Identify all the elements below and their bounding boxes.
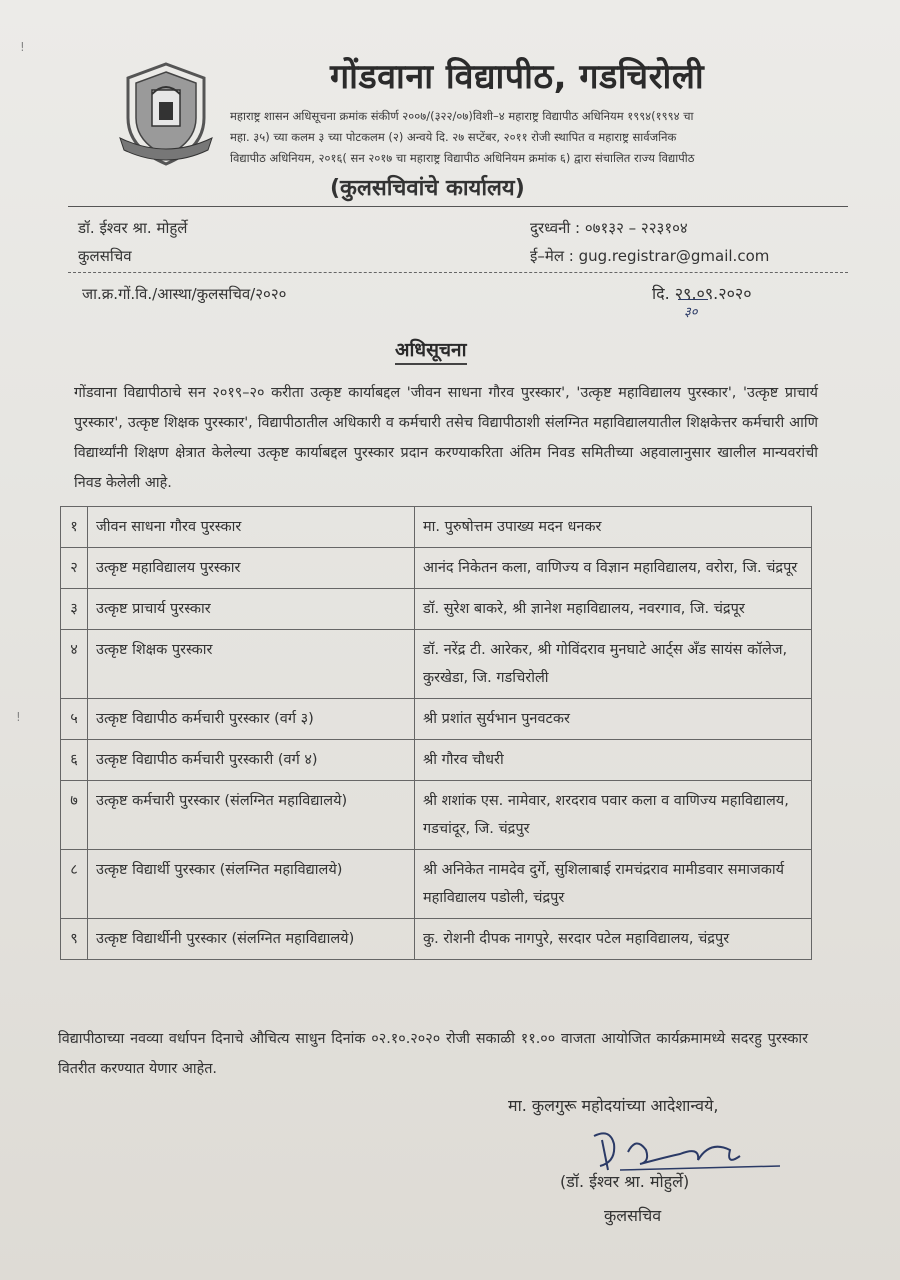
signer-title: कुलसचिव (604, 1206, 662, 1225)
letter-date: दि. २९.०९.२०२० (652, 284, 752, 303)
header-divider (68, 206, 848, 207)
award-row (61, 781, 812, 850)
notice-paragraph: गोंडवाना विद्यापीठाचे सन २०१९–२० करीता उत्कृष्ट कार्याबद्दल 'जीवन साधना गौरव पुरस्कार', 'उत्कृष्ट महाविद्यालय पुरस्कार', 'उत्कृष्ट प्राचार्य पुरस्कार', उत्कृष्ट शिक्षक पुरस्कार', विद्यापीठातील अधिकारी व कर्मचारी तसेच विद्यापीठाशी संलग्नित महाविद्यालयातील शिक्षकेत्तर कर्मचारी आणि विद्यार्थ्यांनी शिक्षण क्षेत्रात केलेल्या उत्कृष्ट कार्याबद्दल पुरस्कार प्रदान करण्याकरिता अंतिम निवड समितीच्या अहवालानुसार खालील मान्यवरांची निवड केलेली आहे. (74, 385, 818, 491)
award-recipient: कु. रोशनी दीपक नागपुरे, सरदार पटेल महाविद्यालय, चंद्रपुर (415, 919, 812, 960)
award-name: उत्कृष्ट शिक्षक पुरस्कार (88, 630, 415, 699)
phone-number: दुरध्वनी : ०७१३२ – २२३१०४ (530, 219, 688, 237)
award-name: उत्कृष्ट विद्यापीठ कर्मचारी पुरस्कारी (वर्ग ४) (88, 740, 415, 781)
award-row (61, 850, 812, 919)
award-name: उत्कृष्ट विद्यार्थीनी पुरस्कार (संलग्नित महाविद्यालये) (88, 919, 415, 960)
notification-line: महा. ३५) च्या कलम ३ च्या पोटकलम (२) अन्वये दि. २७ सप्टेंबर, २०११ रोजी स्थापित व महाराष्ट्र सार्वजनिक (230, 130, 677, 144)
award-recipient: आनंद निकेतन कला, वाणिज्य व विज्ञान महाविद्यालय, वरोरा, जि. चंद्रपूर (415, 548, 812, 589)
registrar-designation: कुलसचिव (78, 247, 132, 265)
award-number: ४ (61, 630, 88, 699)
award-row (61, 919, 812, 960)
award-recipient: मा. पुरुषोत्तम उपाख्य मदन धनकर (415, 507, 812, 548)
award-number: ३ (61, 589, 88, 630)
award-recipient: डॉ. नरेंद्र टी. आरेकर, श्री गोविंदराव मुनघाटे आर्ट्स अँड सायंस कॉलेज, कुरखेडा, जि. गडचिरोली (415, 630, 812, 699)
award-number: ५ (61, 699, 88, 740)
award-row (61, 507, 812, 548)
award-number: ६ (61, 740, 88, 781)
order-line: मा. कुलगुरू महोदयांच्या आदेशान्वये, (508, 1096, 719, 1115)
contact-divider (68, 272, 848, 273)
award-name: उत्कृष्ट विद्यापीठ कर्मचारी पुरस्कार (वर्ग ३) (88, 699, 415, 740)
award-number: ८ (61, 850, 88, 919)
award-name: उत्कृष्ट महाविद्यालय पुरस्कार (88, 548, 415, 589)
award-row (61, 630, 812, 699)
award-recipient: श्री अनिकेत नामदेव दुर्गे, सुशिलाबाई रामचंद्रराव मामीडवार समाजकार्य महाविद्यालय पडोली, चंद्रपुर (415, 850, 812, 919)
award-number: ७ (61, 781, 88, 850)
award-recipient: श्री गौरव चौधरी (415, 740, 812, 781)
closing-paragraph: विद्यापीठाच्या नवव्या वर्धापन दिनाचे औचित्य साधुन दिनांक ०२.१०.२०२० रोजी सकाळी ११.०० वाजता आयोजित कार्यक्रमामध्ये सदरहु पुरस्कार वितरीत करण्यात येणार आहेत. (58, 1031, 808, 1077)
award-name: उत्कृष्ट विद्यार्थी पुरस्कार (संलग्नित महाविद्यालये) (88, 850, 415, 919)
email-address: ई–मेल : gug.registrar@gmail.com (530, 247, 770, 265)
awards-table (60, 506, 812, 960)
award-number: १ (61, 507, 88, 548)
award-recipient: श्री प्रशांत सुर्यभान पुनवटकर (415, 699, 812, 740)
notification-line: विद्यापीठ अधिनियम, २०१६( सन २०१७ चा महाराष्ट्र विद्यापीठ अधिनियम क्रमांक ६) द्वारा संचालित राज्य विद्यापीठ (230, 151, 695, 165)
handwritten-date-correction: ३० (684, 305, 698, 320)
reference-number: जा.क्र.गों.वि./आस्था/कुलसचिव/२०२० (82, 285, 287, 303)
university-emblem-icon (112, 60, 220, 168)
award-name: उत्कृष्ट कर्मचारी पुरस्कार (संलग्नित महाविद्यालये) (88, 781, 415, 850)
award-number: ९ (61, 919, 88, 960)
signer-name: (डॉ. ईश्वर श्रा. मोहुर्ले) (560, 1172, 690, 1191)
office-name: (कुलसचिवांचे कार्यालय) (330, 176, 525, 201)
award-name: जीवन साधना गौरव पुरस्कार (88, 507, 415, 548)
establishment-notification (230, 106, 830, 169)
date-correction-mark (678, 299, 708, 300)
notification-line: महाराष्ट्र शासन अधिसूचना क्रमांक संकीर्ण २००७/(३२२/०७)विशी–४ महाराष्ट्र विद्यापीठ अधिनियम १९९४(१९९४ चा (230, 109, 694, 123)
registrar-name: डॉ. ईश्वर श्रा. मोहुर्ले (78, 219, 188, 237)
award-row (61, 699, 812, 740)
award-number: २ (61, 548, 88, 589)
award-recipient: डॉ. सुरेश बाकरे, श्री ज्ञानेश महाविद्यालय, नवरगाव, जि. चंद्रपूर (415, 589, 812, 630)
university-name: गोंडवाना विद्यापीठ, गडचिरोली (330, 57, 705, 97)
award-name: उत्कृष्ट प्राचार्य पुरस्कार (88, 589, 415, 630)
award-row (61, 548, 812, 589)
margin-mark: ! (20, 40, 25, 54)
margin-mark: ! (16, 710, 21, 724)
award-row (61, 589, 812, 630)
notice-heading: अधिसूचना (395, 336, 467, 365)
award-row (61, 740, 812, 781)
award-recipient: श्री शशांक एस. नामेवार, शरदराव पवार कला व वाणिज्य महाविद्यालय, गडचांदूर, जि. चंद्रपुर (415, 781, 812, 850)
